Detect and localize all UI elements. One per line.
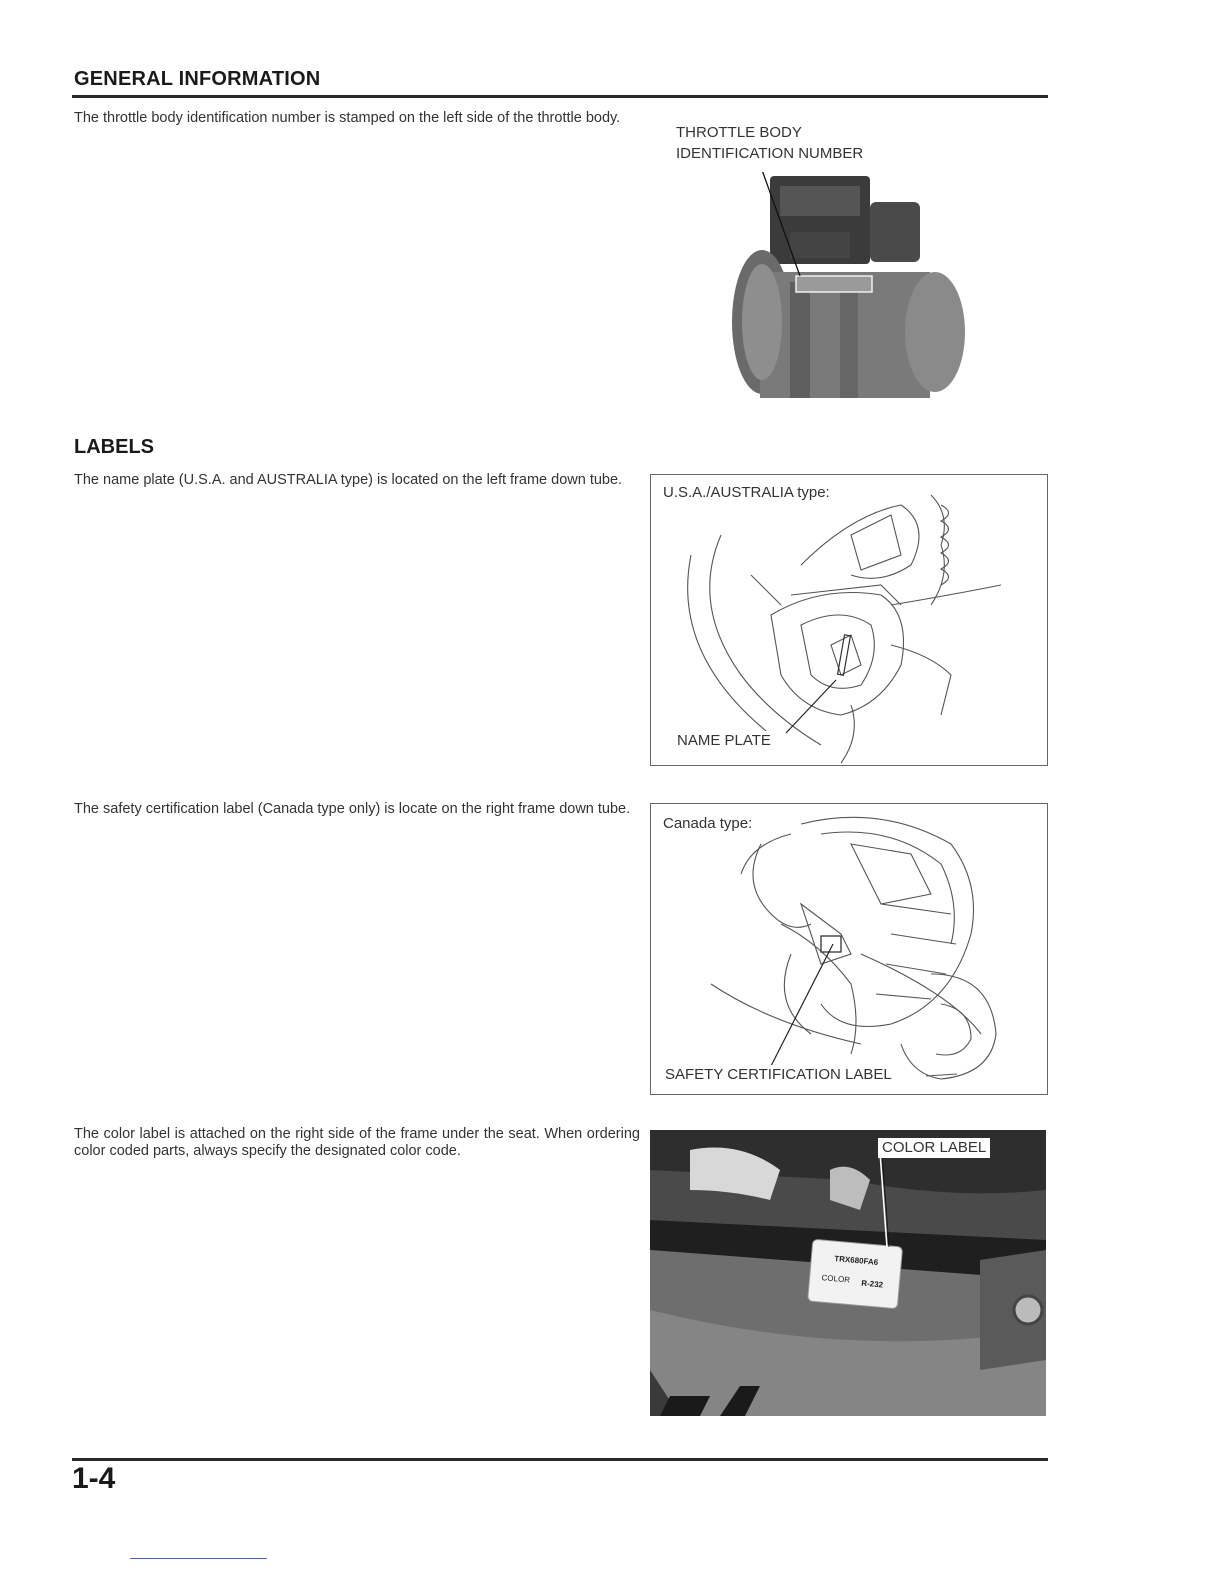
- safety-label-description: The safety certification label (Canada type only) is locate on the right frame down tube.: [74, 801, 631, 817]
- color-label-description: The color label is attached on the right side of the frame under the seat. When ordering color coded parts, always specify the designated color code.: [74, 1126, 640, 1159]
- canada-safety-label-figure: [650, 803, 1048, 1095]
- footer-rule: [72, 1458, 1048, 1461]
- canada-type-caption: Canada type:: [663, 815, 753, 832]
- color-label-callout: COLOR LABEL: [878, 1138, 990, 1158]
- sticker-color-code: R-232: [860, 1278, 884, 1290]
- usa-name-plate-figure: [650, 474, 1048, 766]
- color-label-photo: [650, 1130, 1046, 1416]
- safety-certification-callout: SAFETY CERTIFICATION LABEL: [665, 1066, 892, 1083]
- labels-heading: LABELS: [74, 436, 154, 458]
- usa-type-caption: U.S.A./AUSTRALIA type:: [663, 484, 830, 501]
- sticker-model: TRX680FA6: [833, 1254, 879, 1267]
- name-plate-description: The name plate (U.S.A. and AUSTRALIA type) is located on the left frame down tube.: [74, 472, 623, 488]
- throttle-body-photo: [730, 172, 972, 400]
- header-rule: [72, 95, 1048, 98]
- throttle-callout-line2: IDENTIFICATION NUMBER: [676, 145, 864, 162]
- sticker-color-label: COLOR: [821, 1273, 851, 1285]
- name-plate-callout: NAME PLATE: [677, 732, 771, 749]
- footer-underline: [130, 1558, 267, 1559]
- throttle-callout-line1: THROTTLE BODY: [676, 124, 802, 141]
- page-number: 1-4: [72, 1462, 116, 1495]
- section-title: GENERAL INFORMATION: [74, 68, 321, 90]
- throttle-description: The throttle body identification number is stamped on the left side of the throttle body.: [74, 110, 621, 126]
